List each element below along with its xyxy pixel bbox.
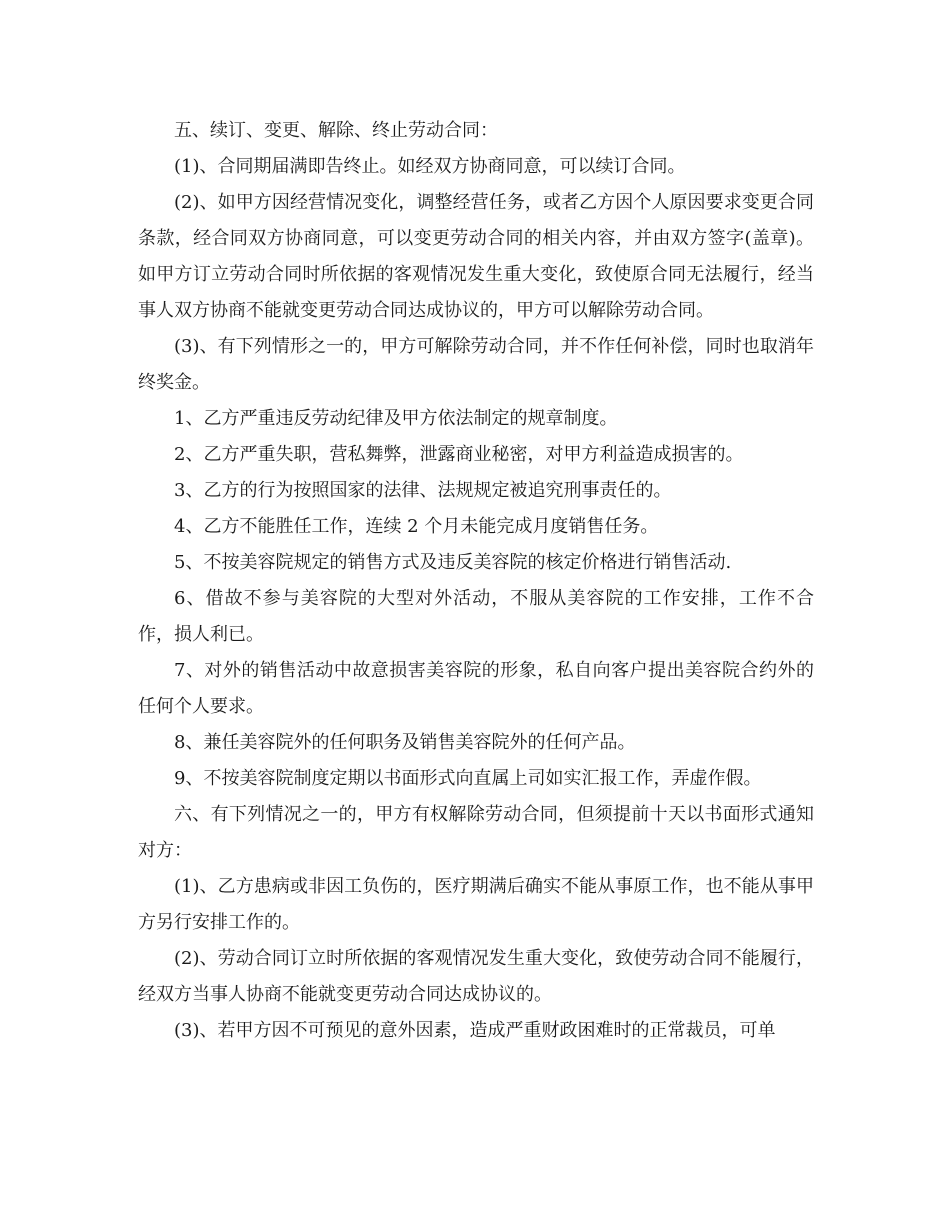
list-item-1: 1、乙方严重违反劳动纪律及甲方依法制定的规章制度。 bbox=[174, 408, 618, 429]
list-item-7: 7、对外的销售活动中故意损害美容院的形象，私自向客户提出美容院合约外的任何个人要求。 bbox=[138, 660, 814, 717]
paragraph-5-1: (1)、合同期届满即告终止。如经双方协商同意，可以续订合同。 bbox=[174, 156, 686, 177]
list-item-5: 5、不按美容院规定的销售方式及违反美容院的核定价格进行销售活动. bbox=[174, 552, 732, 573]
list-item-8: 8、兼任美容院外的任何职务及销售美容院外的任何产品。 bbox=[174, 732, 636, 753]
paragraph-5-3: (3)、有下列情形之一的，甲方可解除劳动合同，并不作任何补偿，同时也取消年终奖金。 bbox=[138, 336, 814, 393]
paragraph-6-3: (3)、若甲方因不可预见的意外因素，造成严重财政困难时的正常裁员，可单 bbox=[174, 1020, 776, 1041]
list-item-3: 3、乙方的行为按照国家的法律、法规规定被追究刑事责任的。 bbox=[174, 480, 672, 501]
paragraph-6-1: (1)、乙方患病或非因工负伤的，医疗期满后确实不能从事原工作，也不能从事甲方另行安排工作的。 bbox=[138, 876, 814, 933]
document-body bbox=[138, 113, 814, 1049]
paragraph-6-2: (2)、劳动合同订立时所依据的客观情况发生重大变化，致使劳动合同不能履行，经双方当事人协商不能就变更劳动合同达成协议的。 bbox=[138, 948, 814, 1005]
list-item-6: 6、借故不参与美容院的大型对外活动，不服从美容院的工作安排，工作不合作，损人利已。 bbox=[138, 588, 814, 645]
section-heading-5: 五、续订、变更、解除、终止劳动合同： bbox=[174, 120, 498, 141]
list-item-2: 2、乙方严重失职，营私舞弊，泄露商业秘密，对甲方利益造成损害的。 bbox=[174, 444, 744, 465]
section-heading-6: 六、有下列情况之一的，甲方有权解除劳动合同，但须提前十天以书面形式通知对方： bbox=[138, 804, 814, 861]
list-item-4: 4、乙方不能胜任工作，连续 2 个月未能完成月度销售任务。 bbox=[174, 516, 659, 537]
list-item-9: 9、不按美容院制度定期以书面形式向直属上司如实汇报工作，弄虚作假。 bbox=[174, 768, 762, 789]
paragraph-5-2: (2)、如甲方因经营情况变化，调整经营任务，或者乙方因个人原因要求变更合同条款，经合同双方协商同意，可以变更劳动合同的相关内容，并由双方签字(盖章)。如甲方订立劳动合同时所依据的客观情况发生重大变化，致使原合同无法履行，经当事人双方协商不能就变更劳动合同达成协议的，甲方可以解除劳动合同。 bbox=[138, 192, 814, 321]
